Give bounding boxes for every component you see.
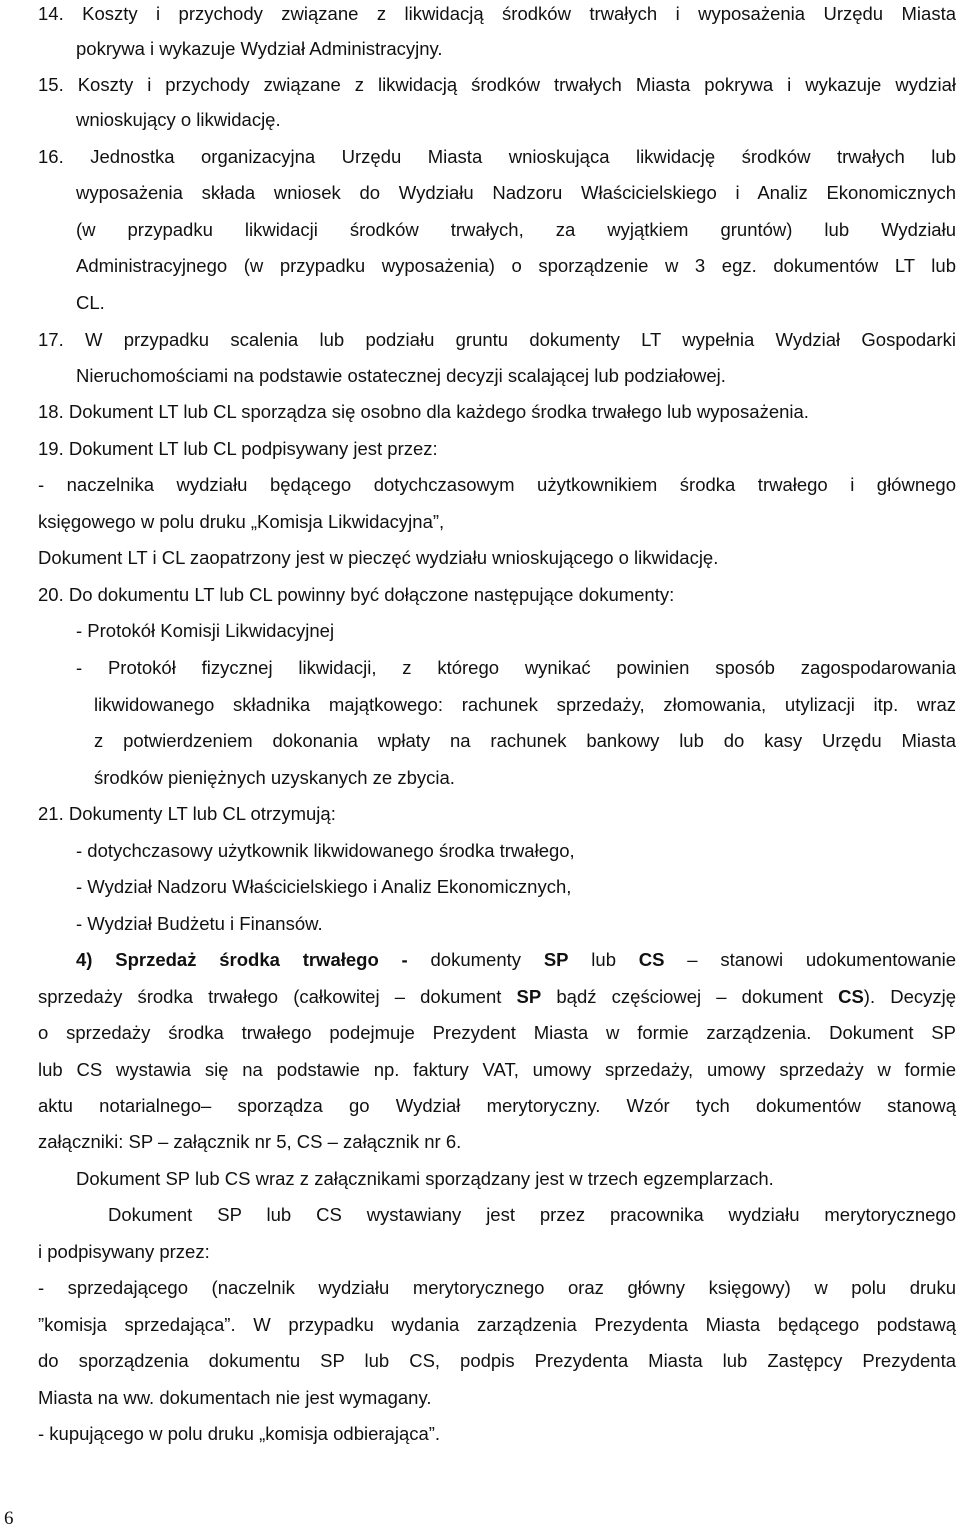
paragraph-20-item-2-line-3: z potwierdzeniem dokonania wpłaty na rachunek bankowy lub do kasy Urzędu Miasta [94, 730, 956, 751]
section-4-kupujacy: - kupującego w polu druku „komisja odbierająca”. [38, 1423, 441, 1444]
paragraph-18: 18. Dokument LT lub CL sporządza się osobno dla każdego środka trwałego lub wyposażenia. [38, 401, 809, 422]
section-4-text-a: dokumenty [430, 949, 522, 970]
paragraph-19-line-2: księgowego w polu druku „Komisja Likwidacyjna”, [38, 511, 445, 532]
section-4-line-6: załączniki: SP – załącznik nr 5, CS – załącznik nr 6. [38, 1131, 462, 1152]
section-4-heading-line [76, 942, 956, 979]
page-number: 6 [4, 1508, 14, 1529]
section-4-line-2-a: sprzedaży środka trwałego (całkowitej – dokument [38, 986, 502, 1007]
paragraph-16-line-3: (w przypadku likwidacji środków trwałych, za wyjątkiem gruntów) lub Wydziału [76, 219, 956, 240]
paragraph-20-item-2-line-2: likwidowanego składnika majątkowego: rachunek sprzedaży, złomowania, utylizacji itp. wraz [94, 694, 956, 715]
section-4-heading: 4) Sprzedaż środka trwałego - [76, 949, 408, 970]
paragraph-15-line-1: 15. Koszty i przychody związane z likwidacją środków trwałych Miasta pokrywa i wykazuje wydział [38, 74, 956, 95]
section-4-cs: CS [638, 949, 665, 970]
paragraph-16-line-1: 16. Jednostka organizacyjna Urzędu Miasta wnioskująca likwidację środków trwałych lub [38, 146, 956, 167]
paragraph-16-line-2: wyposażenia składa wniosek do Wydziału Nadzoru Właścicielskiego i Analiz Ekonomicznych [76, 182, 956, 203]
section-4-wystawiany-line-1: Dokument SP lub CS wystawiany jest przez pracownika wydziału merytorycznego [108, 1204, 956, 1225]
section-4-wystawiany-line-2: i podpisywany przez: [38, 1241, 210, 1262]
section-4-egzemplarze: Dokument SP lub CS wraz z załącznikami sporządzany jest w trzech egzemplarzach. [76, 1168, 774, 1189]
section-4-line-2-c: ). Decyzję [863, 986, 957, 1007]
section-4-line-5: aktu notarialnego– sporządza go Wydział merytoryczny. Wzór tych dokumentów stanową [38, 1095, 956, 1116]
paragraph-15-line-2: wnioskujący o likwidację. [76, 109, 281, 130]
paragraph-21-item-1: - dotychczasowy użytkownik likwidowanego środka trwałego, [76, 840, 575, 861]
section-4-line-2-cs: CS [838, 986, 864, 1007]
section-4-line-2 [38, 979, 956, 1016]
section-4-text-b: lub [591, 949, 616, 970]
section-4-sprzedajacy-line-4: Miasta na ww. dokumentach nie jest wymagany. [38, 1387, 432, 1408]
paragraph-16-line-4: Administracyjnego (w przypadku wyposażenia) o sporządzenie w 3 egz. dokumentów LT lub [76, 255, 956, 276]
section-4-sprzedajacy-line-1: - sprzedającego (naczelnik wydziału merytorycznego oraz główny księgowy) w polu druku [38, 1277, 956, 1298]
paragraph-20-item-2-line-4: środków pieniężnych uzyskanych ze zbycia. [94, 767, 455, 788]
section-4-line-3: o sprzedaży środka trwałego podejmuje Prezydent Miasta w formie zarządzenia. Dokument SP [38, 1022, 956, 1043]
section-4-sprzedajacy-line-3: do sporządzenia dokumentu SP lub CS, podpis Prezydenta Miasta lub Zastępcy Prezydenta [38, 1350, 956, 1371]
paragraph-20-item-1: - Protokół Komisji Likwidacyjnej [76, 620, 335, 641]
section-4-sprzedajacy-line-2: ”komisja sprzedająca”. W przypadku wydania zarządzenia Prezydenta Miasta będącego podstawą [38, 1314, 956, 1335]
paragraph-16-line-5: CL. [76, 292, 105, 313]
section-4-line-2-sp: SP [516, 986, 542, 1007]
paragraph-21-item-3: - Wydział Budżetu i Finansów. [76, 913, 323, 934]
section-4-sp: SP [543, 949, 569, 970]
paragraph-21-heading: 21. Dokumenty LT lub CL otrzymują: [38, 803, 336, 824]
section-4-line-2-b: bądź częściowej – dokument [556, 986, 823, 1007]
paragraph-20-item-2-line-1: - Protokół fizycznej likwidacji, z którego wynikać powinien sposób zagospodarowania [76, 657, 956, 678]
paragraph-14-line-2: pokrywa i wykazuje Wydział Administracyjny. [76, 38, 443, 59]
paragraph-17-line-2: Nieruchomościami na podstawie ostatecznej decyzji scalającej lub podziałowej. [76, 365, 726, 386]
paragraph-19-line-1: - naczelnika wydziału będącego dotychczasowym użytkownikiem środka trwałego i głównego [38, 474, 956, 495]
paragraph-14-line-1: 14. Koszty i przychody związane z likwidacją środków trwałych i wyposażenia Urzędu Miasta [38, 3, 956, 24]
paragraph-17-line-1: 17. W przypadku scalenia lub podziału gruntu dokumenty LT wypełnia Wydział Gospodarki [38, 329, 956, 350]
paragraph-19-heading: 19. Dokument LT lub CL podpisywany jest przez: [38, 438, 438, 459]
paragraph-21-item-2: - Wydział Nadzoru Właścicielskiego i Analiz Ekonomicznych, [76, 876, 572, 897]
paragraph-19-line-3: Dokument LT i CL zaopatrzony jest w pieczęć wydziału wnioskującego o likwidację. [38, 547, 719, 568]
section-4-text-c: – stanowi udokumentowanie [687, 949, 957, 970]
section-4-line-4: lub CS wystawia się na podstawie np. faktury VAT, umowy sprzedaży, umowy sprzedaży w formie [38, 1059, 956, 1080]
paragraph-20-heading: 20. Do dokumentu LT lub CL powinny być dołączone następujące dokumenty: [38, 584, 675, 605]
